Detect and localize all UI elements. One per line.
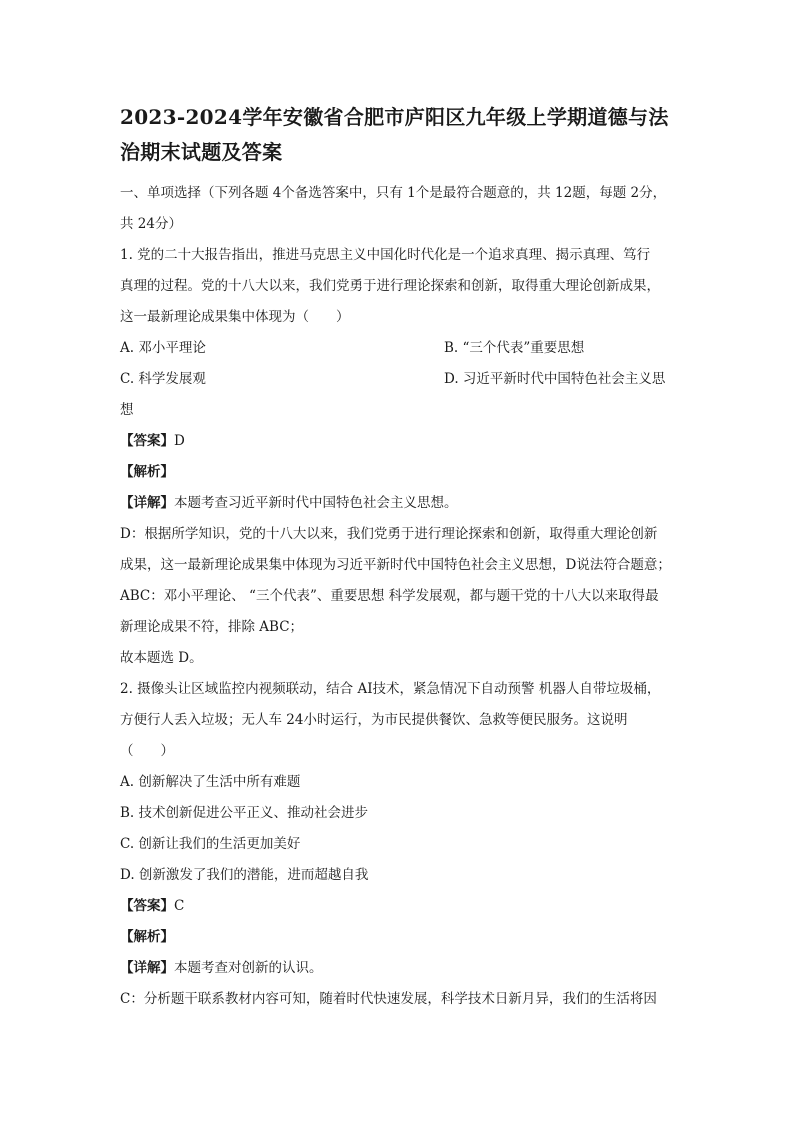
q1-answer-label: 【答案】 bbox=[120, 433, 174, 449]
q2-detail-text: 本题考查对创新的认识。 bbox=[174, 960, 323, 976]
q1-stem-line-2: 真理的过程。党的十八大以来，我们党勇于进行理论探索和创新，取得重大理论创新成果， bbox=[120, 278, 660, 294]
q1-explanation-line-3: ABC：邓小平理论、 “三个代表”、重要思想 科学发展观，都与题干党的十八大以来取得最 bbox=[120, 588, 659, 604]
q1-explanation-line-4: 新理论成果不符，排除 ABC； bbox=[120, 619, 304, 635]
q2-option-d: D. 创新激发了我们的潜能，进而超越自我 bbox=[120, 867, 369, 883]
section-heading-line-2: 共 24分） bbox=[120, 216, 182, 232]
q1-answer-value: D bbox=[174, 433, 185, 449]
q1-explanation-line-2: 成果，这一最新理论成果集中体现为习近平新时代中国特色社会主义思想，D说法符合题意； bbox=[120, 557, 671, 573]
q2-option-c: C. 创新让我们的生活更加美好 bbox=[120, 836, 301, 852]
q1-option-a: A. 邓小平理论 bbox=[120, 340, 206, 356]
q2-explanation-line-1: C：分析题干联系教材内容可知，随着时代快速发展，科学技术日新月异，我们的生活将因 bbox=[120, 991, 657, 1007]
q2-analysis-label: 【解析】 bbox=[120, 929, 174, 945]
q1-option-d: D. 习近平新时代中国特色社会主义思 bbox=[444, 371, 666, 387]
q1-options-row-1 bbox=[120, 333, 676, 364]
q1-option-b: B. “三个代表”重要思想 bbox=[444, 340, 585, 356]
q1-detail-text: 本题考查习近平新时代中国特色社会主义思想。 bbox=[174, 495, 458, 511]
q2-stem-line-2: 方便行人丢入垃圾；无人车 24小时运行，为市民提供餐饮、急救等便民服务。这说明 bbox=[120, 712, 628, 728]
q2-option-b: B. 技术创新促进公平正义、推动社会进步 bbox=[120, 805, 369, 821]
q1-explanation-line-1: D：根据所学知识，党的十八大以来，我们党勇于进行理论探索和创新，取得重大理论创新 bbox=[120, 526, 658, 542]
q2-answer bbox=[120, 891, 676, 922]
q2-detail bbox=[120, 953, 676, 984]
q1-stem-line-3: 这一最新理论成果集中体现为（ ） bbox=[120, 309, 350, 325]
q2-answer-value: C bbox=[174, 898, 185, 914]
q2-stem-line-3: （ ） bbox=[120, 743, 174, 759]
q1-detail-label: 【详解】 bbox=[120, 495, 174, 511]
q1-conclusion: 故本题选 D。 bbox=[120, 650, 203, 666]
q1-option-d-continued: 想 bbox=[120, 402, 134, 418]
document-title bbox=[120, 100, 676, 170]
q1-option-c: C. 科学发展观 bbox=[120, 371, 206, 387]
q1-analysis-label: 【解析】 bbox=[120, 464, 174, 480]
title-line-2: 治期末试题及答案 bbox=[120, 140, 283, 164]
q1-options-row-2 bbox=[120, 364, 676, 395]
q2-stem-line-1: 2. 摄像头让区域监控内视频联动，结合 AI技术，紧急情况下自动预警 机器人自带垃圾桶， bbox=[120, 681, 661, 697]
section-heading-line-1: 一、单项选择（下列各题 4个备选答案中，只有 1个是最符合题意的，共 12题，每题 2分， bbox=[120, 185, 667, 201]
q1-detail bbox=[120, 488, 676, 519]
q1-stem-line-1: 1. 党的二十大报告指出，推进马克思主义中国化时代化是一个追求真理、揭示真理、笃行 bbox=[120, 247, 651, 263]
q2-option-a: A. 创新解决了生活中所有难题 bbox=[120, 774, 301, 790]
q2-detail-label: 【详解】 bbox=[120, 960, 174, 976]
q1-answer bbox=[120, 426, 676, 457]
q2-answer-label: 【答案】 bbox=[120, 898, 174, 914]
title-line-1: 2023-2024学年安徽省合肥市庐阳区九年级上学期道德与法 bbox=[120, 105, 669, 129]
document-page bbox=[120, 100, 676, 1015]
